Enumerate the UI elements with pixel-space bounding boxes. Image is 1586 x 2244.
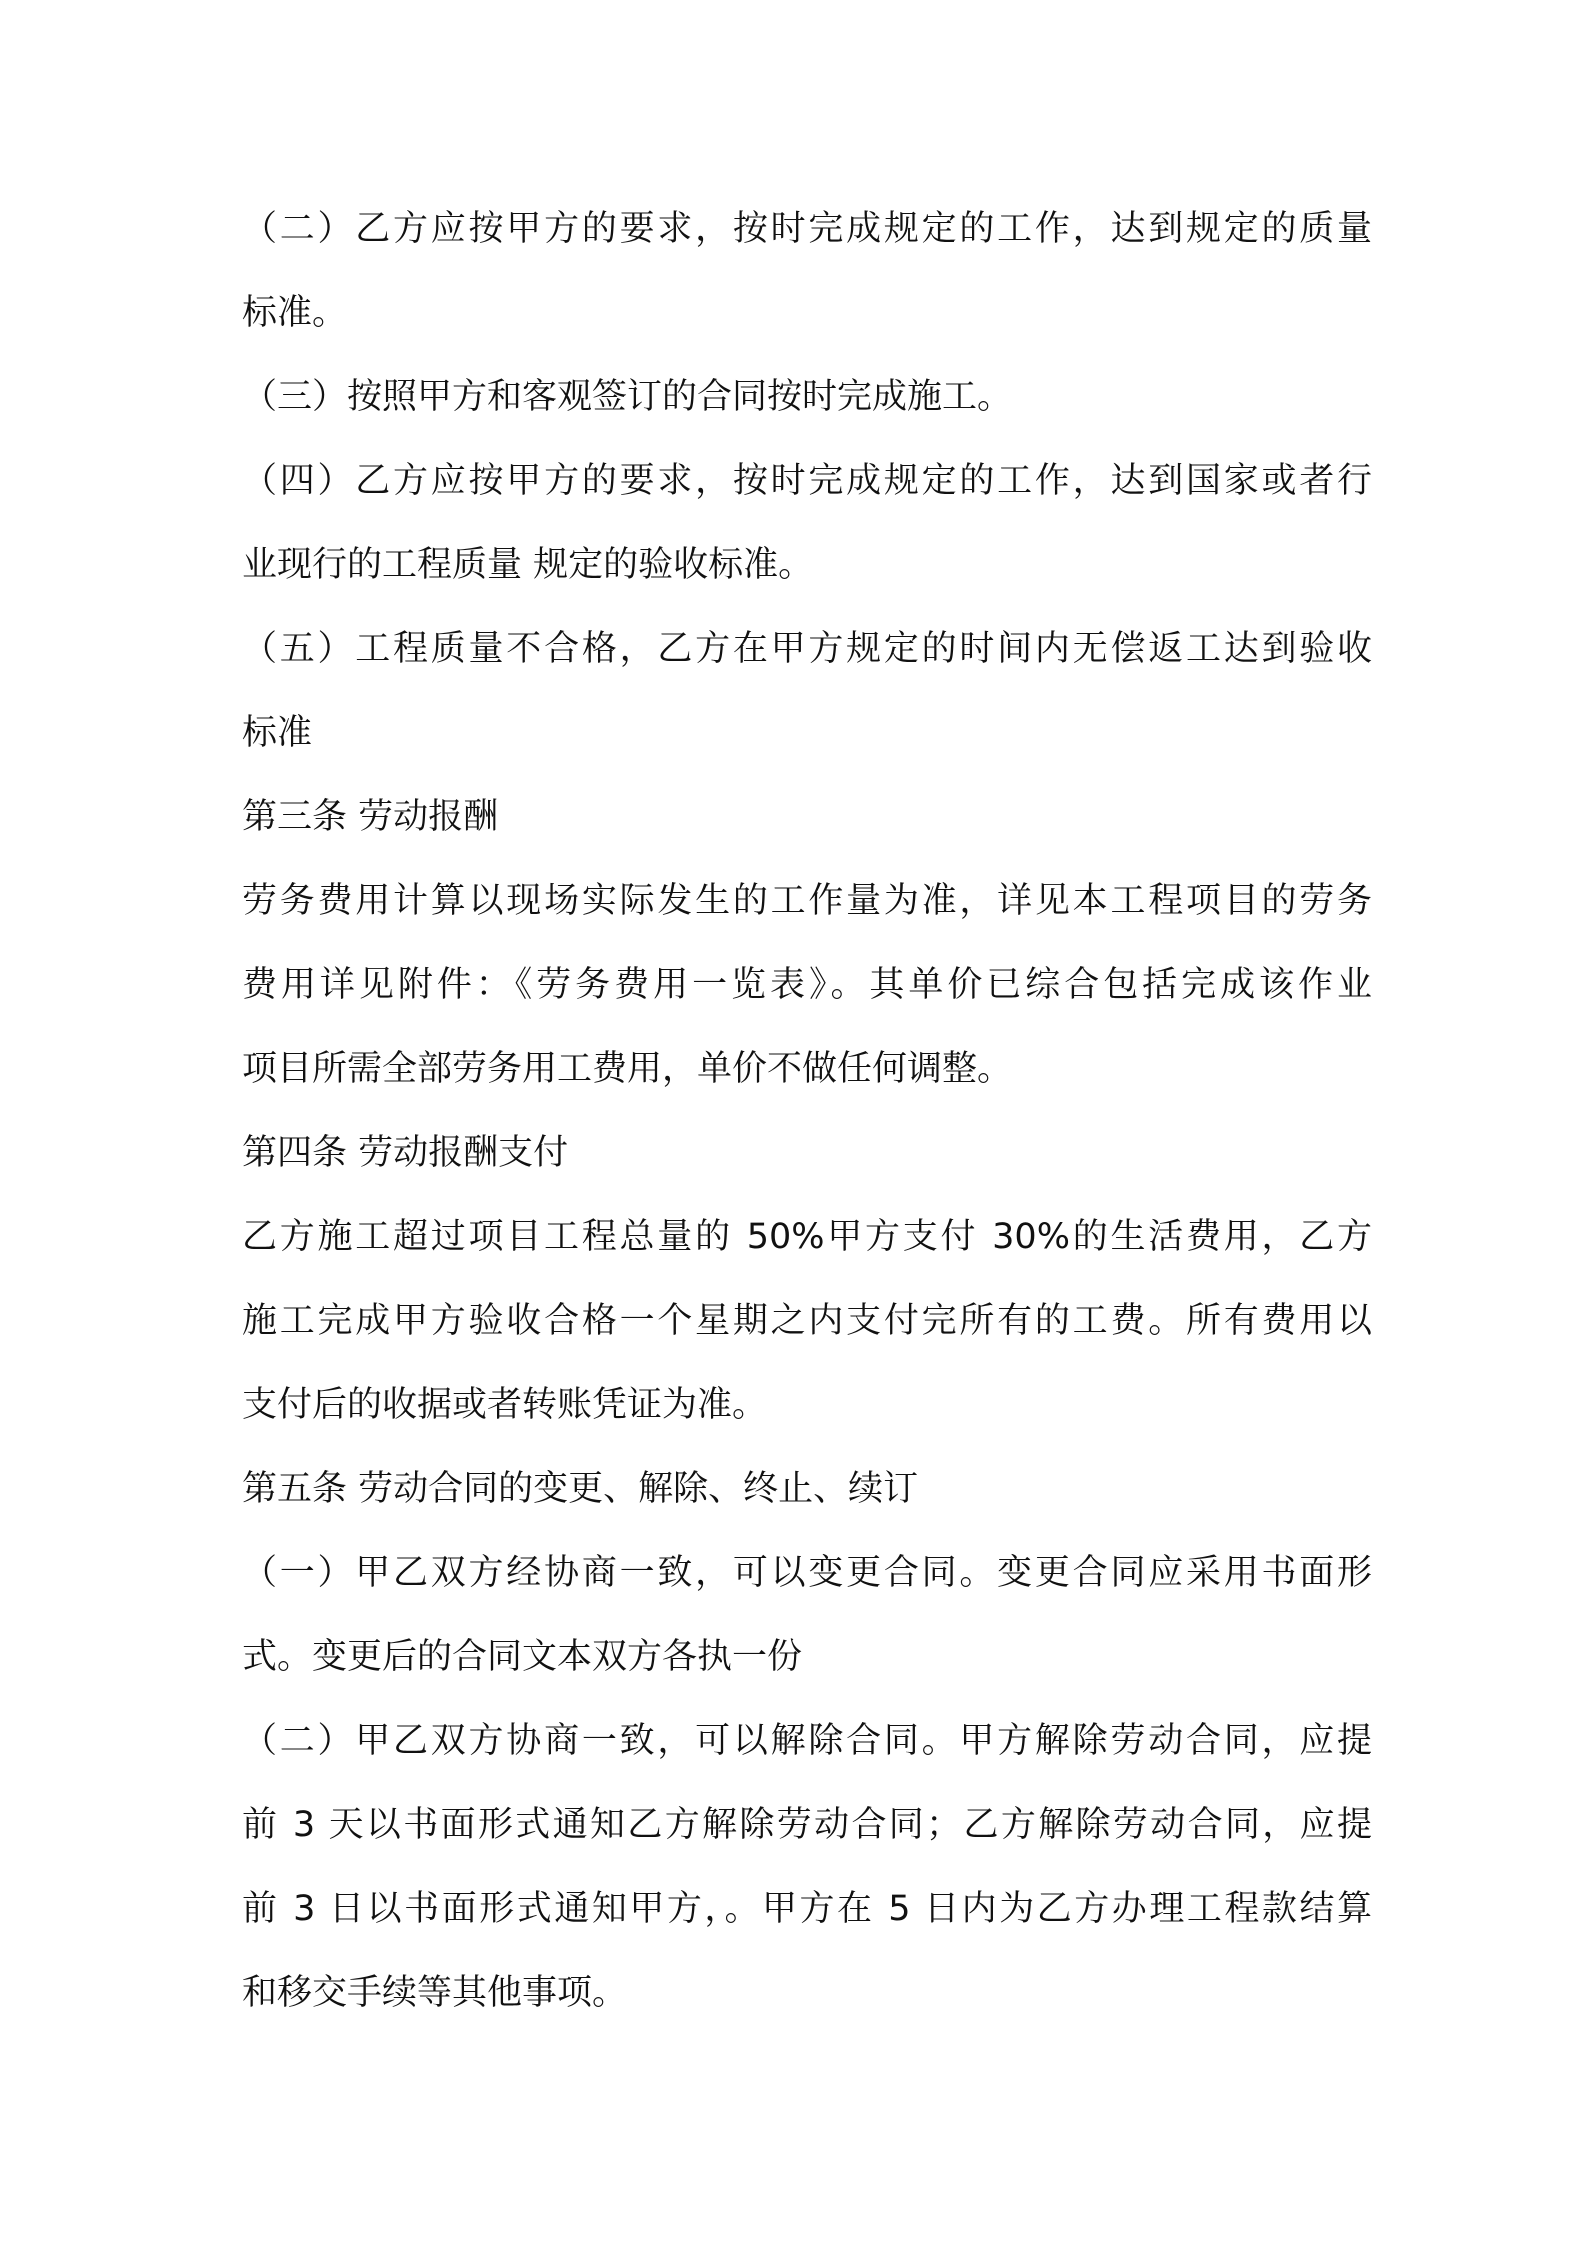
- text-line: （三）按照甲方和客观签订的合同按时完成施工。: [242, 377, 1013, 417]
- text-line: 项目所需全部劳务用工费用，单价不做任何调整。: [242, 1049, 1013, 1089]
- text-line: 式。变更后的合同文本双方各执一份: [242, 1637, 803, 1677]
- text-line: 和移交手续等其他事项。: [242, 1973, 628, 2013]
- text-line: 乙方施工超过项目工程总量的 50%甲方支付 30%的生活费用，乙方: [242, 1217, 1372, 1257]
- text-line: 费用详见附件：《劳务费用一览表》。其单价已综合包括完成该作业: [242, 965, 1372, 1005]
- text-line: 标准。: [242, 293, 348, 333]
- section-heading: 第四条 劳动报酬支付: [242, 1133, 569, 1173]
- section-heading: 第三条 劳动报酬: [242, 797, 499, 837]
- section-heading: 第五条 劳动合同的变更、解除、终止、续订: [242, 1469, 919, 1509]
- text-line: （一）甲乙双方经协商一致，可以变更合同。变更合同应采用书面形: [242, 1553, 1372, 1593]
- text-line: 前 3 日以书面形式通知甲方，。甲方在 5 日内为乙方办理工程款结算: [242, 1889, 1372, 1929]
- text-line: （二）乙方应按甲方的要求，按时完成规定的工作，达到规定的质量: [242, 209, 1372, 249]
- text-line: （五）工程质量不合格，乙方在甲方规定的时间内无偿返工达到验收: [242, 629, 1372, 669]
- text-line: 支付后的收据或者转账凭证为准。: [242, 1385, 768, 1425]
- text-line: 业现行的工程质量 规定的验收标准。: [242, 545, 814, 585]
- text-line: （二）甲乙双方协商一致，可以解除合同。甲方解除劳动合同，应提: [242, 1721, 1372, 1761]
- text-line: 劳务费用计算以现场实际发生的工作量为准，详见本工程项目的劳务: [242, 881, 1372, 921]
- text-line: 前 3 天以书面形式通知乙方解除劳动合同；乙方解除劳动合同，应提: [242, 1805, 1372, 1845]
- text-line: 标准: [242, 713, 313, 753]
- text-line: （四）乙方应按甲方的要求，按时完成规定的工作，达到国家或者行: [242, 461, 1372, 501]
- text-line: 施工完成甲方验收合格一个星期之内支付完所有的工费。所有费用以: [242, 1301, 1372, 1341]
